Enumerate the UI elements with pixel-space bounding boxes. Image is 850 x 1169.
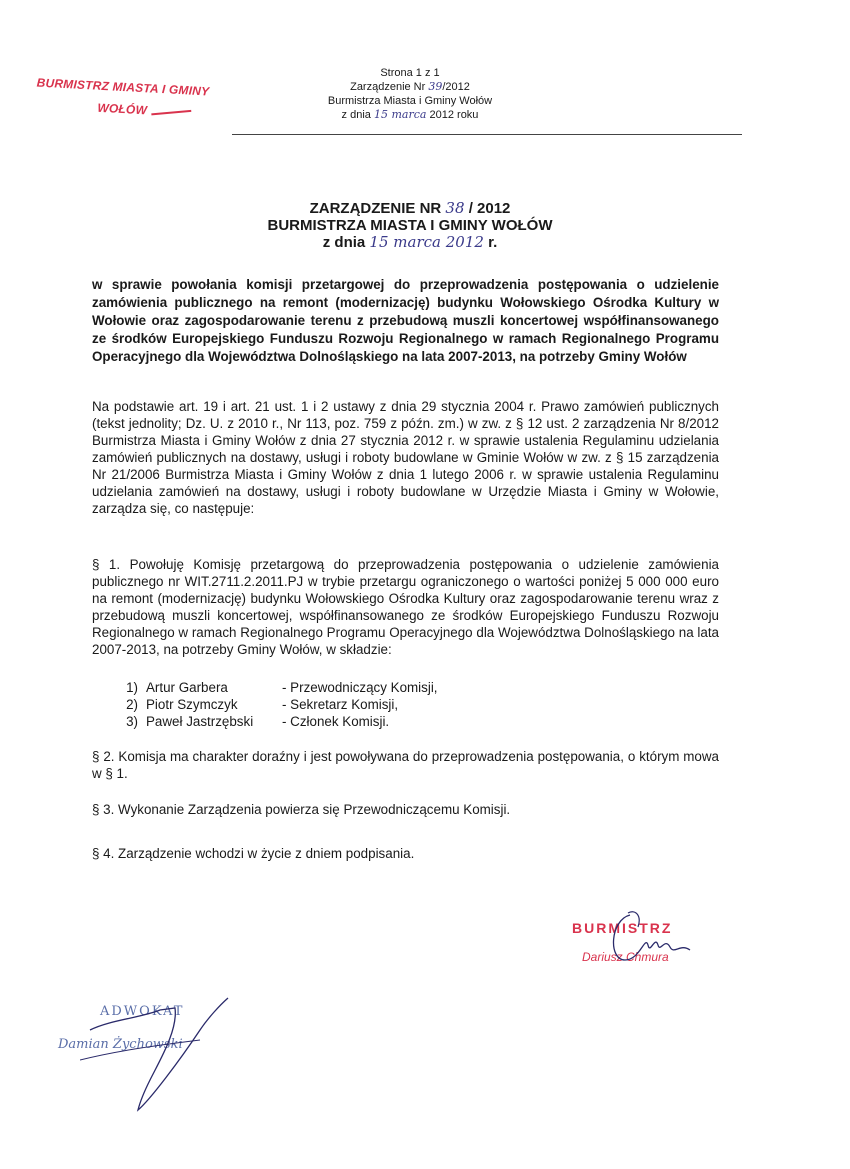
- member-name: Artur Garbera: [146, 680, 228, 695]
- date-prefix: z dnia: [341, 109, 371, 121]
- member-role: - Sekretarz Komisji,: [282, 697, 399, 712]
- section-4-paragraph: § 4. Zarządzenie wchodzi w życie z dniem podpisania.: [92, 846, 415, 861]
- title-number-handwritten: 38: [445, 199, 465, 217]
- stamp-title: BURMISTRZ: [572, 920, 673, 936]
- reference-suffix: /2012: [442, 81, 470, 93]
- reference-line: [300, 80, 520, 94]
- commission-members-list: [116, 679, 438, 730]
- title-date-suffix: r.: [488, 234, 498, 251]
- member-number: 2): [126, 697, 138, 712]
- section-3-paragraph: § 3. Wykonanie Zarządzenia powierza się Przewodniczącemu Komisji.: [92, 802, 511, 817]
- document-header: [300, 66, 520, 122]
- stamp-name: Damian Żychowski: [58, 1037, 183, 1052]
- title-prefix: ZARZĄDZENIE NR: [309, 200, 442, 217]
- issuer-line: Burmistrza Miasta i Gminy Wołów: [327, 95, 493, 107]
- title-date-prefix: z dnia: [322, 234, 366, 251]
- member-role: - Przewodniczący Komisji,: [282, 680, 438, 695]
- stamp-strike-mark: [151, 110, 191, 115]
- member-number: 3): [126, 714, 138, 729]
- mayor-signature: [600, 905, 710, 975]
- document-subject: w sprawie powołania komisji przetargowej do przeprowadzenia postępowania o udzielenie zamówienia publicznego na remont (modernizację) budynku Wołowskiego Ośrodka Kultury w Wołowie oraz zagospodarowanie terenu z przebudową muszli koncertowej współfinansowanego ze środków Europejskiego Funduszu Rozwoju Regionalnego w ramach Regionalnego Programu Operacyjnego dla Województwa Dolnośląskiego na lata 2007-2013, na potrzeby Gminy Wołów: [92, 277, 719, 364]
- header-divider: [232, 134, 742, 135]
- header-date-line: [300, 108, 520, 122]
- section-1-paragraph: § 1. Powołuję Komisję przetargową do przeprowadzenia postępowania o udzielenie zamówienia publicznego nr WIT.2711.2.2011.PJ w trybie przetargu ograniczonego o wartości poniżej 5 000 000 euro na remont (modernizację) budynku Wołowskiego Ośrodka Kultury oraz zagospodarowanie terenu wraz z przebudową muszli koncertowej, współfinansowanego ze środków Europejskiego Funduszu Rozwoju Regionalnego w ramach Regionalnego Programu Operacyjnego dla Województwa Dolnośląskiego na lata 2007-2013, na potrzeby Gminy Wołów, w składzie:: [92, 557, 719, 657]
- list-item: [116, 696, 438, 713]
- reference-prefix: Zarządzenie Nr: [350, 81, 426, 93]
- document-title: [200, 200, 620, 251]
- stamp-line-2: WOŁÓW: [97, 100, 148, 118]
- stamp-line-1: BURMISTRZ MIASTA I GMINY: [36, 75, 210, 99]
- reference-number-handwritten: 39: [428, 80, 443, 93]
- legal-basis-paragraph: Na podstawie art. 19 i art. 21 ust. 1 i 2 ustawy z dnia 29 stycznia 2004 r. Prawo zamówień publicznych (tekst jednolity; Dz. U. z 2010 r., Nr 113, poz. 759 z późn. zm.) w zw. z § 12 ust. 2 zarządzenia Nr 8/2012 Burmistrza Miasta i Gminy Wołów z dnia 27 stycznia 2012 r. w sprawie ustalenia Regulaminu udzielania zamówień publicznych na dostawy, usługi i roboty budowlane w Gminie Wołów w zw. z § 15 zarządzenia Nr 21/2006 Burmistrza Miasta i Gminy Wołów z dnia 1 lutego 2006 r. w sprawie ustalenia Regulaminu udzielania zamówień na dostawy, usługi i roboty budowlane w Urzędzie Miasta i Gminy w Wołowie, zarządza się, co następuje:: [92, 399, 719, 516]
- stamp-name: Dariusz Chmura: [582, 950, 669, 964]
- date-suffix: 2012 roku: [429, 109, 479, 121]
- member-name: Paweł Jastrzębski: [146, 714, 254, 729]
- title-year: / 2012: [468, 200, 511, 217]
- member-name: Piotr Szymczyk: [146, 697, 238, 712]
- member-number: 1): [126, 680, 138, 695]
- page-indicator: Strona 1 z 1: [380, 67, 440, 79]
- mayor-header-stamp: [35, 76, 209, 121]
- list-item: [116, 713, 438, 730]
- title-line-1: [200, 200, 620, 217]
- title-date-handwritten: 15 marca 2012: [369, 233, 484, 251]
- title-line-3: [200, 234, 620, 251]
- date-handwritten: 15 marca: [373, 108, 427, 121]
- list-item: [116, 679, 438, 696]
- section-2-paragraph: § 2. Komisja ma charakter doraźny i jest powoływana do przeprowadzenia postępowania, o którym mowa w § 1.: [92, 749, 719, 781]
- stamp-title: ADWOKAT: [100, 1004, 185, 1019]
- advocate-signature: [80, 990, 240, 1120]
- member-role: - Członek Komisji.: [282, 714, 390, 729]
- title-line-2: BURMISTRZA MIASTA I GMINY WOŁÓW: [267, 217, 553, 234]
